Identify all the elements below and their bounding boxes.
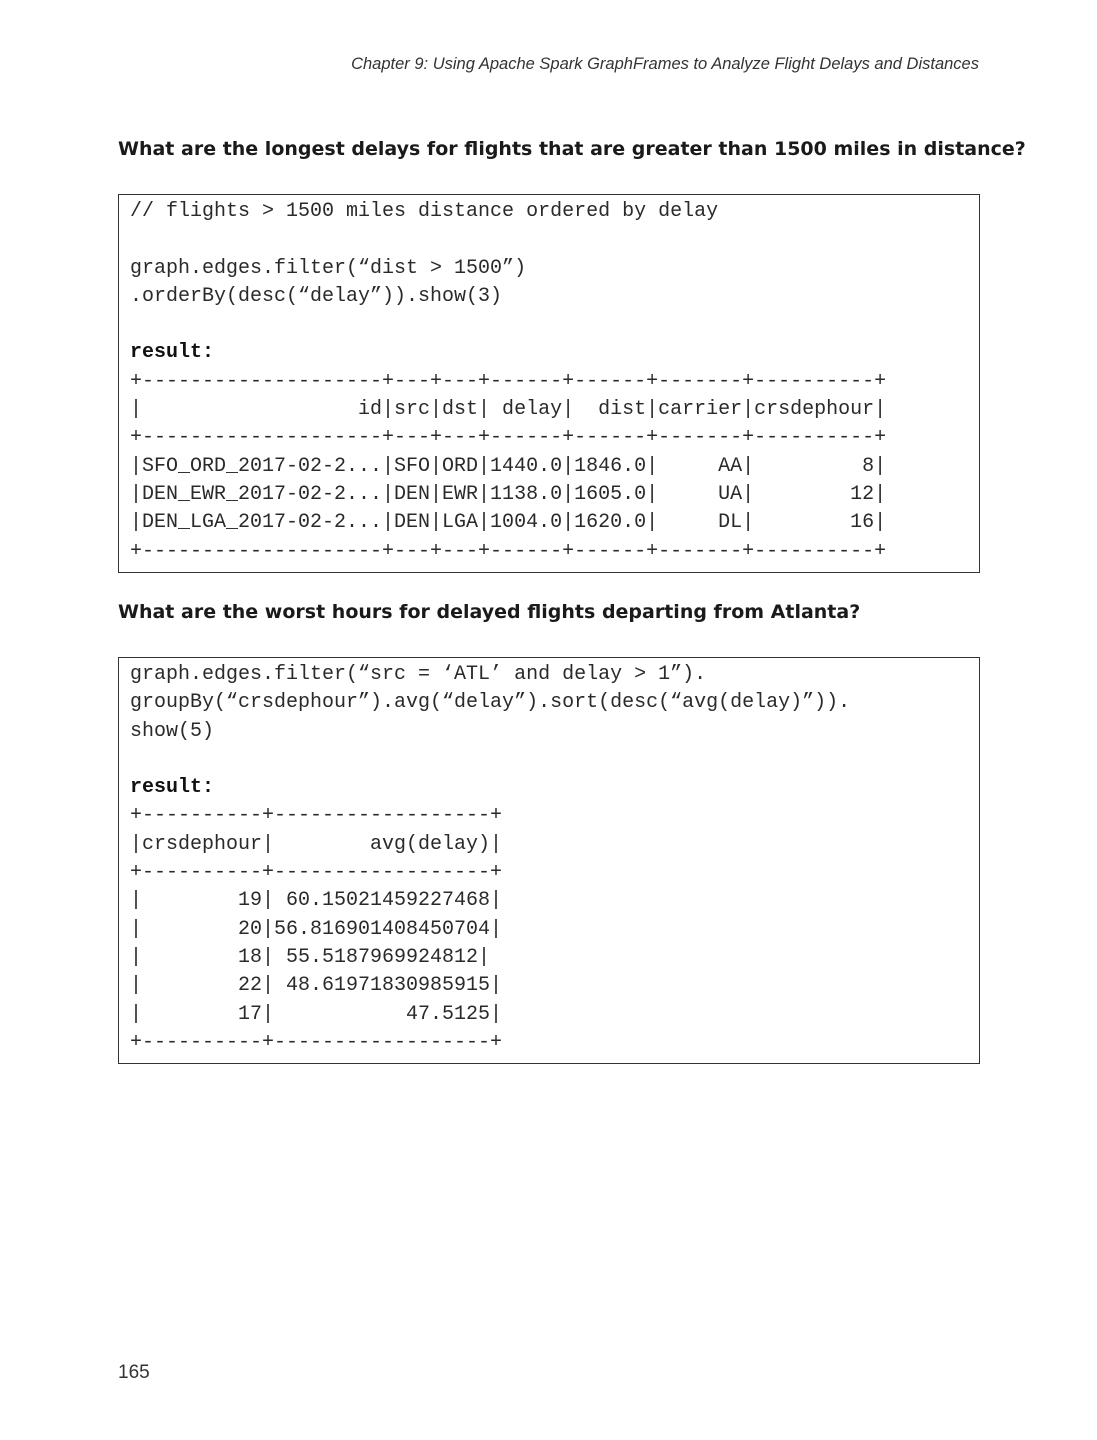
table-row: |DEN_EWR_2017-02-2...|DEN|EWR|1138.0|1605.0| UA| 12|: [130, 482, 887, 506]
table-row: | 18| 55.5187969924812|: [130, 945, 491, 969]
table-header-row: | id|src|dst| delay| dist|carrier|crsdephour|: [130, 398, 887, 422]
code-comment: // flights > 1500 miles distance ordered by delay: [130, 200, 719, 223]
table-border: +----------+------------------+: [130, 861, 503, 885]
table-row: | 22| 48.61971830985915|: [130, 974, 503, 998]
table-row: | 20|56.816901408450704|: [130, 917, 503, 941]
code-blank-line: [130, 311, 968, 339]
code-line: graph.edges.filter(“src = ‘ATL’ and delay > 1”).: [130, 663, 707, 686]
table-border: +--------------------+---+---+------+------+-------+----------+: [130, 539, 887, 563]
code-line: groupBy(“crsdephour”).avg(“delay”).sort(desc(“avg(delay)”)).: [130, 691, 851, 715]
page-number: 165: [118, 1362, 150, 1383]
code-line: .orderBy(desc(“delay”)).show(3): [130, 284, 503, 308]
table-border: +--------------------+---+---+------+------+-------+----------+: [130, 369, 887, 393]
section1-question: What are the longest delays for flights that are greater than 1500 miles in distance?: [118, 138, 1026, 160]
result-label: result:: [130, 776, 215, 800]
code-line: show(5): [130, 719, 215, 743]
table-row: | 19| 60.15021459227468|: [130, 889, 503, 913]
code-blank-line: [130, 226, 968, 254]
section2-question: What are the worst hours for delayed flights departing from Atlanta?: [118, 601, 861, 623]
code-line: graph.edges.filter(“dist > 1500”): [130, 256, 527, 280]
result-label: result:: [130, 341, 215, 365]
table-border: +----------+------------------+: [130, 1030, 503, 1054]
section1-code-block: [118, 194, 980, 573]
table-border: +----------+------------------+: [130, 804, 503, 828]
table-row: |SFO_ORD_2017-02-2...|SFO|ORD|1440.0|1846.0| AA| 8|: [130, 454, 887, 478]
section2-code-block: [118, 657, 980, 1064]
code-blank-line: [130, 746, 968, 774]
table-border: +--------------------+---+---+------+------+-------+----------+: [130, 426, 887, 450]
running-header: Chapter 9: Using Apache Spark GraphFrames to Analyze Flight Delays and Distances: [351, 55, 979, 73]
table-header-row: |crsdephour| avg(delay)|: [130, 832, 503, 856]
table-row: |DEN_LGA_2017-02-2...|DEN|LGA|1004.0|1620.0| DL| 16|: [130, 511, 887, 535]
table-row: | 17| 47.5125|: [130, 1002, 503, 1026]
